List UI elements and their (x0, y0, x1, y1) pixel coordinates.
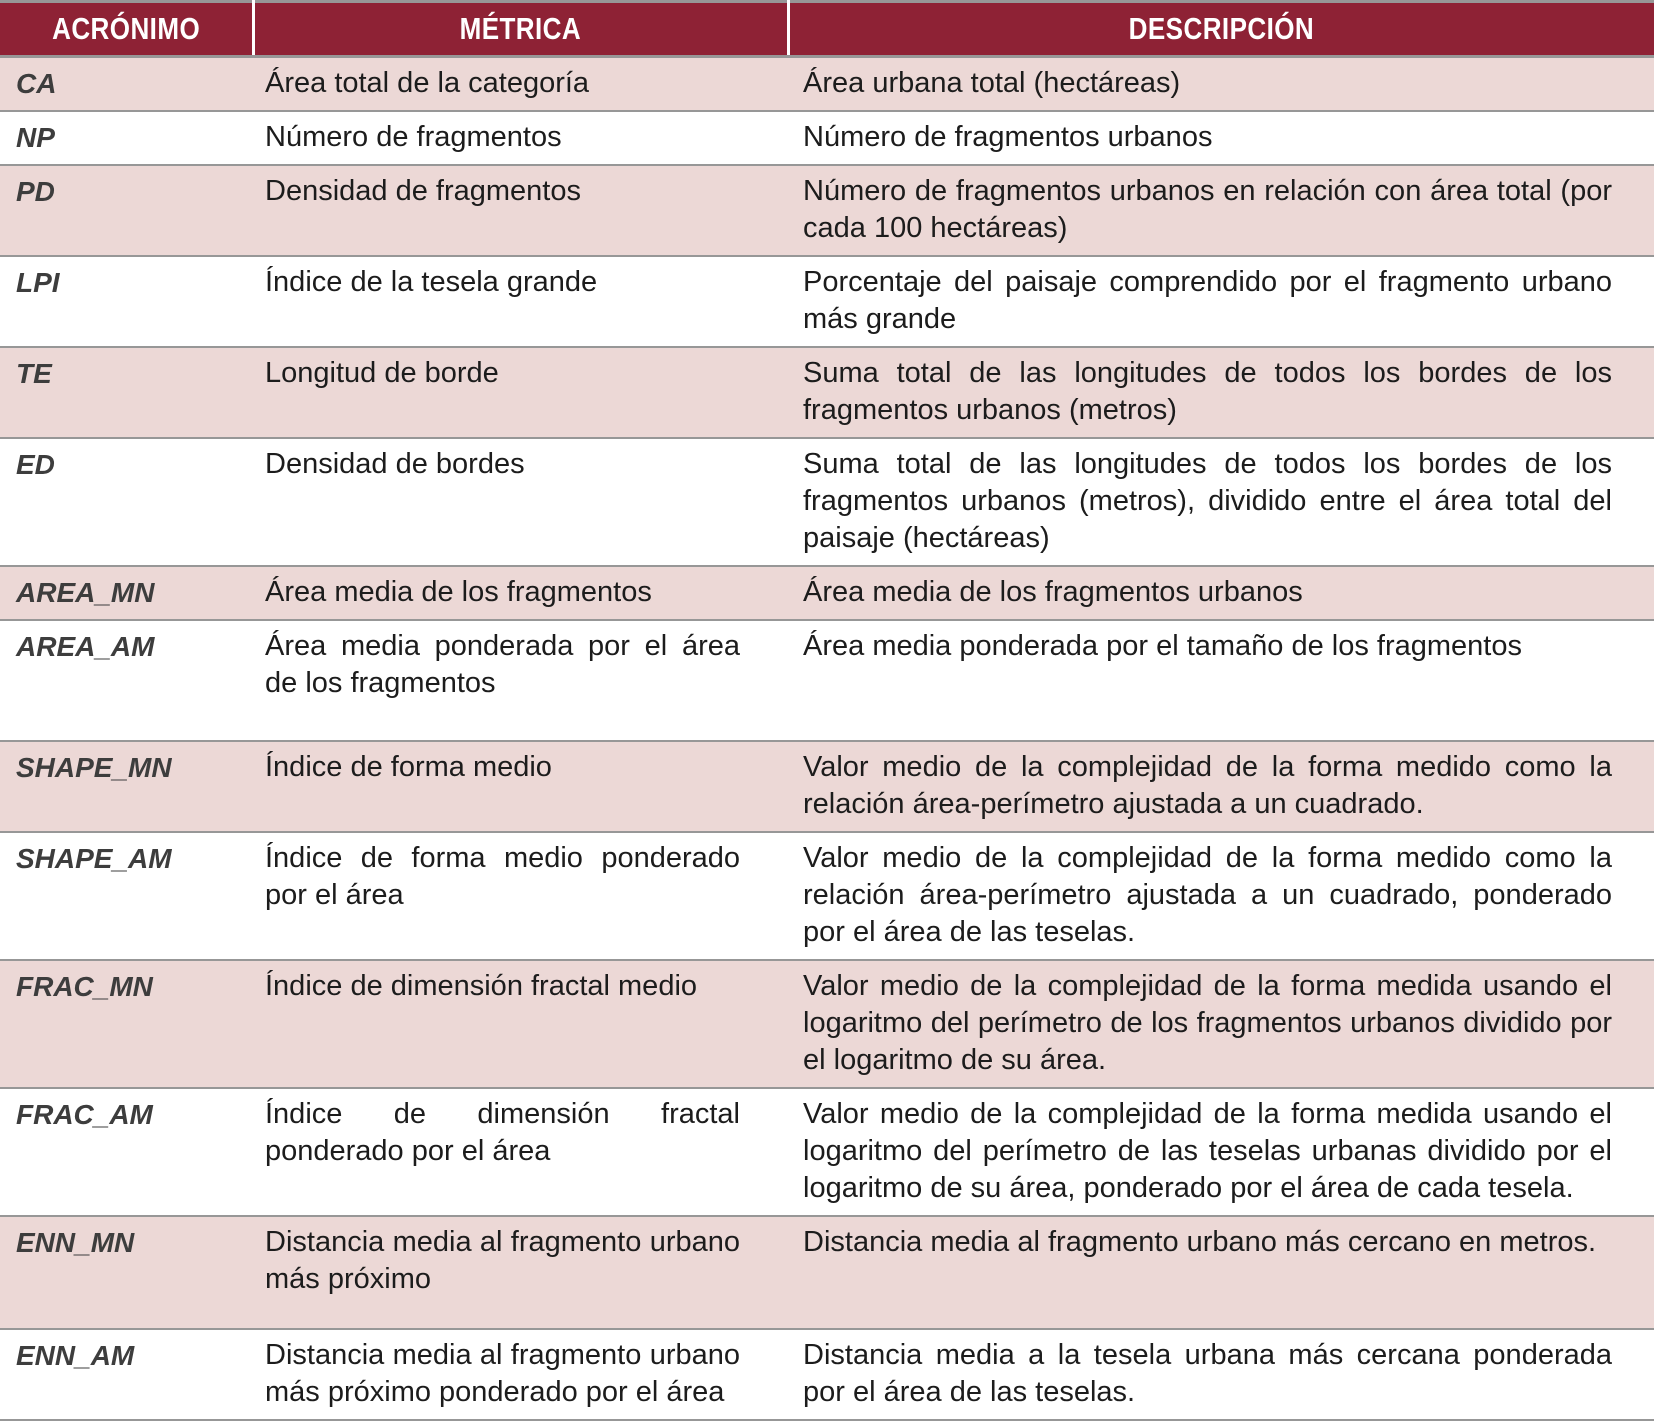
metric-cell: Índice de dimensión fractal ponderado por el área (253, 1088, 788, 1216)
description-cell: Área media de los fragmentos urbanos (788, 566, 1654, 620)
acronym-cell: ED (0, 438, 253, 566)
column-header-descripcion-label: DESCRIPCIÓN (1129, 11, 1315, 46)
metric-cell: Área media de los fragmentos (253, 566, 788, 620)
description-cell: Suma total de las longitudes de todos los bordes de los fragmentos urbanos (metros), dividido entre el área total del paisaje (hectáreas) (788, 438, 1654, 566)
table-row (0, 1088, 1654, 1216)
metric-cell: Índice de la tesela grande (253, 256, 788, 347)
metric-cell: Índice de dimensión fractal medio (253, 960, 788, 1088)
metric-cell: Densidad de fragmentos (253, 165, 788, 256)
table-row (0, 111, 1654, 165)
description-cell: Valor medio de la complejidad de la forma medido como la relación área-perímetro ajustada a un cuadrado, ponderado por el área de las teselas. (788, 832, 1654, 960)
acronym-cell: PD (0, 165, 253, 256)
metric-cell: Distancia media al fragmento urbano más próximo ponderado por el área (253, 1329, 788, 1420)
table-row (0, 438, 1654, 566)
column-header-acronimo (0, 2, 253, 57)
table-row (0, 165, 1654, 256)
metric-cell: Índice de forma medio ponderado por el área (253, 832, 788, 960)
column-header-acronimo-label: ACRÓNIMO (51, 11, 200, 46)
description-cell: Número de fragmentos urbanos (788, 111, 1654, 165)
header-row (0, 2, 1654, 57)
table-row (0, 57, 1654, 112)
table-row (0, 832, 1654, 960)
table-header (0, 2, 1654, 57)
acronym-cell: NP (0, 111, 253, 165)
table-row (0, 1216, 1654, 1329)
metric-cell: Longitud de borde (253, 347, 788, 438)
metric-cell: Número de fragmentos (253, 111, 788, 165)
description-cell: Valor medio de la complejidad de la forma medida usando el logaritmo del perímetro de los fragmentos urbanos dividido por el logaritmo de su área. (788, 960, 1654, 1088)
description-cell: Distancia media a la tesela urbana más cercana ponderada por el área de las teselas. (788, 1329, 1654, 1420)
acronym-cell: SHAPE_AM (0, 832, 253, 960)
acronym-cell: AREA_MN (0, 566, 253, 620)
acronym-cell: ENN_AM (0, 1329, 253, 1420)
description-cell: Área urbana total (hectáreas) (788, 57, 1654, 112)
table-body (0, 57, 1654, 1421)
acronym-cell: TE (0, 347, 253, 438)
metric-cell: Distancia media al fragmento urbano más próximo (253, 1216, 788, 1329)
column-header-metrica-label: MÉTRICA (459, 11, 582, 46)
acronym-cell: ENN_MN (0, 1216, 253, 1329)
table-row (0, 347, 1654, 438)
metric-cell: Índice de forma medio (253, 741, 788, 832)
table-row (0, 741, 1654, 832)
description-cell: Porcentaje del paisaje comprendido por el fragmento urbano más grande (788, 256, 1654, 347)
table-row (0, 960, 1654, 1088)
metric-cell: Densidad de bordes (253, 438, 788, 566)
metric-cell: Área total de la categoría (253, 57, 788, 112)
table-row (0, 620, 1654, 741)
description-cell: Distancia media al fragmento urbano más cercano en metros. (788, 1216, 1654, 1329)
description-cell: Suma total de las longitudes de todos los bordes de los fragmentos urbanos (metros) (788, 347, 1654, 438)
description-cell: Número de fragmentos urbanos en relación con área total (por cada 100 hectáreas) (788, 165, 1654, 256)
acronym-cell: AREA_AM (0, 620, 253, 741)
table-row (0, 256, 1654, 347)
acronym-cell: SHAPE_MN (0, 741, 253, 832)
column-header-descripcion (788, 2, 1654, 57)
acronym-cell: CA (0, 57, 253, 112)
metric-cell: Área media ponderada por el área de los fragmentos (253, 620, 788, 741)
column-header-metrica (253, 2, 788, 57)
description-cell: Valor medio de la complejidad de la forma medida usando el logaritmo del perímetro de las teselas urbanas dividido por el logaritmo de su área, ponderado por el área de cada tesela. (788, 1088, 1654, 1216)
description-cell: Área media ponderada por el tamaño de los fragmentos (788, 620, 1654, 741)
acronym-cell: LPI (0, 256, 253, 347)
table-row (0, 1329, 1654, 1420)
acronym-cell: FRAC_MN (0, 960, 253, 1088)
table-row (0, 566, 1654, 620)
description-cell: Valor medio de la complejidad de la forma medido como la relación área-perímetro ajustada a un cuadrado. (788, 741, 1654, 832)
acronym-cell: FRAC_AM (0, 1088, 253, 1216)
